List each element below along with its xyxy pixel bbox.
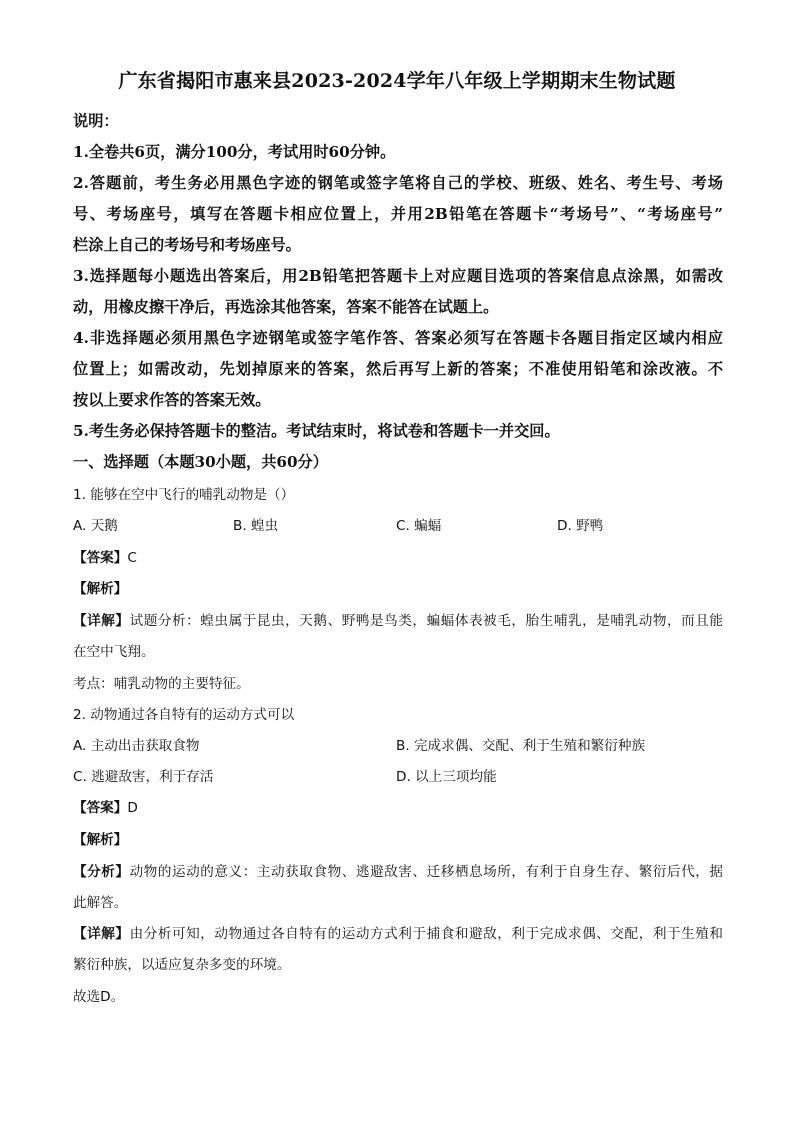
- note-4-line-1: 4.非选择题必须用黑色字迹钢笔或签字笔作答、答案必须写在答题卡各题目指定区域内相应: [73, 329, 723, 347]
- question-2-option-b: B. 完成求偶、交配、利于生殖和繁衍种族: [396, 738, 646, 754]
- note-3-line-2: 动，用橡皮擦干净后，再选涂其他答案，答案不能答在试题上。: [73, 298, 499, 316]
- fenxi-text: 动物的运动的意义：主动获取食物、逃避敌害、迁移栖息场所，有利于自身生存、繁衍后代，据: [129, 864, 724, 880]
- question-2-detail-line-2: 繁衍种族，以适应复杂多变的环境。: [73, 957, 291, 973]
- answer-value: C: [127, 550, 137, 566]
- question-2-analysis-tag: [73, 828, 723, 848]
- question-1-analysis-tag: [73, 577, 723, 597]
- question-2-option-a: A. 主动出击获取食物: [73, 738, 200, 754]
- question-1-answer: [73, 546, 723, 566]
- question-1-option-b: B. 蝗虫: [233, 518, 279, 534]
- note-5: 5.考生务必保持答题卡的整洁。考试结束时，将试卷和答题卡一并交回。: [73, 422, 560, 440]
- note-2-line-1: 2.答题前，考生务必用黑色字迹的钢笔或签字笔将自己的学校、班级、姓名、考生号、考场: [73, 174, 723, 192]
- question-2-fenxi-line-1: [73, 860, 723, 880]
- note-2-line-3: 栏涂上自己的考场号和考场座号。: [73, 236, 301, 254]
- question-2-option-c: C. 逃避敌害，利于存活: [73, 769, 214, 785]
- answer-tag: 【答案】: [73, 800, 128, 816]
- question-1-option-c: C. 蝙蝠: [396, 518, 442, 534]
- notes-heading: 说明：: [73, 112, 119, 130]
- fenxi-tag: 【分析】: [73, 864, 130, 880]
- answer-value: D: [127, 800, 138, 816]
- detail-text: 由分析可知，动物通过各自特有的运动方式利于捕食和避敌，利于完成求偶、交配，利于生殖和: [129, 926, 724, 942]
- question-2-answer: [73, 796, 723, 816]
- question-1-stem: 1. 能够在空中飞行的哺乳动物是（）: [73, 487, 295, 503]
- question-1-option-a: A. 天鹅: [73, 518, 118, 534]
- question-1-point: 考点：哺乳动物的主要特征。: [73, 676, 250, 692]
- analysis-tag: 【解析】: [73, 581, 128, 597]
- detail-tag: 【详解】: [73, 613, 130, 629]
- note-4-line-2: 位置上；如需改动，先划掉原来的答案，然后再写上新的答案；不准使用铅笔和涂改液。不: [73, 360, 723, 378]
- question-1-detail-line-1: [73, 609, 723, 629]
- note-4-line-3: 按以上要求作答的答案无效。: [73, 391, 271, 409]
- detail-tag: 【详解】: [73, 926, 130, 942]
- note-1: 1.全卷共6页，满分100分，考试用时60分钟。: [73, 143, 396, 161]
- question-1-detail-line-2: 在空中飞翔。: [73, 644, 155, 660]
- note-2-line-2: 号、考场座号，填写在答题卡相应位置上，并用2B铅笔在答题卡“考场号”、“考场座号”: [73, 205, 723, 223]
- analysis-tag: 【解析】: [73, 832, 128, 848]
- question-2-detail-line-1: [73, 922, 723, 942]
- question-2-stem: 2. 动物通过各自特有的运动方式可以: [73, 707, 295, 723]
- detail-text: 试题分析：蝗虫属于昆虫，天鹅、野鸭是鸟类，蝙蝠体表被毛，胎生哺乳，是哺乳动物，而且能: [129, 613, 724, 629]
- page-title: 广东省揭阳市惠来县2023-2024学年八年级上学期期末生物试题: [118, 70, 676, 92]
- question-1-option-d: D. 野鸭: [557, 518, 604, 534]
- question-2-option-d: D. 以上三项均能: [396, 769, 497, 785]
- note-3-line-1: 3.选择题每小题选出答案后，用2B铅笔把答题卡上对应题目选项的答案信息点涂黑，如需改: [73, 267, 723, 285]
- question-2-fenxi-line-2: 此解答。: [73, 895, 128, 911]
- question-2-conclusion: 故选D。: [73, 989, 125, 1005]
- answer-tag: 【答案】: [73, 550, 128, 566]
- section-heading: 一、选择题（本题30小题，共60分）: [73, 453, 328, 471]
